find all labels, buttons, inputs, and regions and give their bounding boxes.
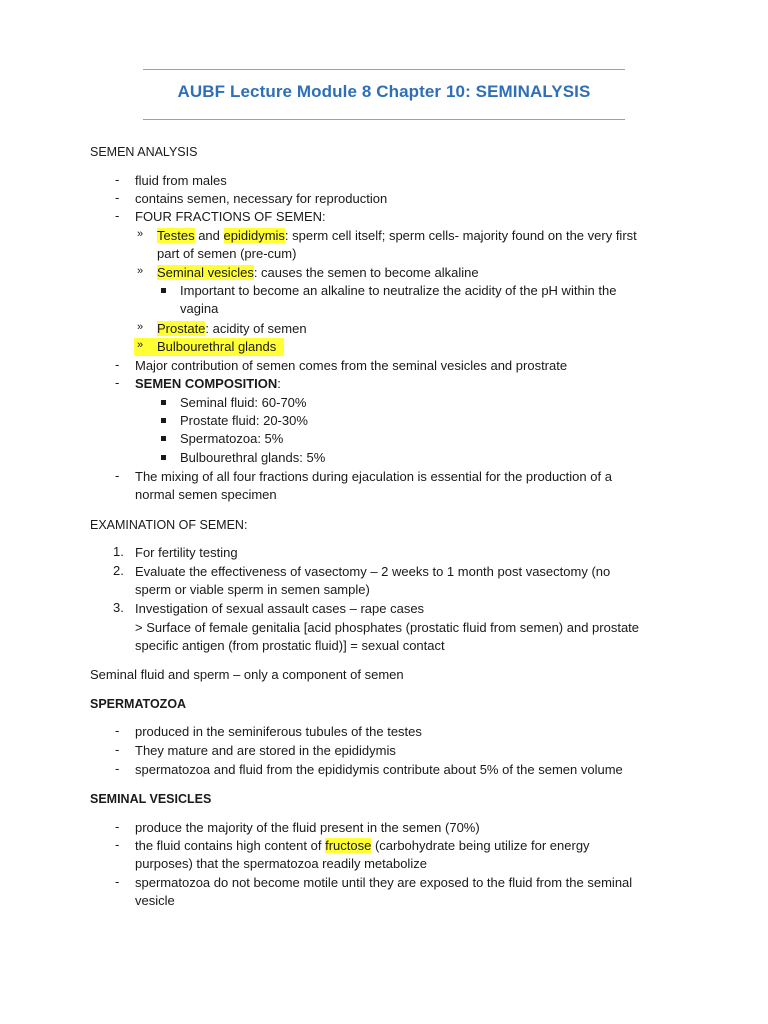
bullet-dash: -	[115, 723, 120, 738]
arrow-bullet-icon: »	[137, 339, 144, 351]
text: :	[277, 376, 281, 391]
sub-bullet-text: Important to become an alkaline to neutralize the acidity of the pH within the	[180, 283, 617, 298]
text: : causes the semen to become alkaline	[253, 265, 479, 280]
bullet-dash: -	[115, 468, 120, 483]
composition-item: Prostate fluid: 20-30%	[180, 413, 308, 428]
bullet-text: produced in the seminiferous tubules of the testes	[135, 724, 422, 739]
section-heading-examination	[90, 516, 247, 534]
bullet-dash: -	[115, 190, 120, 205]
text: : acidity of semen	[205, 321, 307, 336]
square-bullet-icon	[161, 418, 166, 423]
composition-item: Bulbourethral glands: 5%	[180, 450, 326, 465]
bullet-text: spermatozoa and fluid from the epididymis contribute about 5% of the semen volume	[135, 762, 623, 777]
title-top-rule	[143, 69, 625, 70]
fraction-bulbourethral: Bulbourethral glands	[157, 339, 277, 354]
composition-item: Seminal fluid: 60-70%	[180, 395, 307, 410]
bullet-dash: -	[115, 874, 120, 889]
square-bullet-icon	[161, 436, 166, 441]
semen-composition-label	[135, 375, 281, 393]
list-item: For fertility testing	[135, 545, 238, 560]
highlight-fructose: fructose	[325, 838, 372, 853]
arrow-bullet-icon: »	[137, 228, 144, 240]
bold-text: SEMEN COMPOSITION	[135, 376, 278, 391]
bullet-dash: -	[115, 837, 120, 852]
bullet-dash: -	[115, 375, 120, 390]
heading-text: EXAMINATION OF SEMEN	[90, 518, 244, 532]
bullet-text: The mixing of all four fractions during ejaculation is essential for the production of a	[135, 469, 612, 484]
text: :	[243, 518, 248, 532]
text: (carbohydrate being utilize for energy	[371, 838, 590, 853]
bullet-dash: -	[115, 819, 120, 834]
bullet-text: spermatozoa do not become motile until they are exposed to the fluid from the seminal	[135, 875, 633, 890]
section-heading-semen-analysis: SEMEN ANALYSIS	[90, 145, 198, 159]
fraction-testes-continued: part of semen (pre-cum)	[157, 246, 297, 261]
sub-bullet-text-continued: vagina	[180, 301, 219, 316]
arrow-bullet-icon: »	[137, 321, 144, 333]
highlight-seminal-vesicles: Seminal vesicles	[157, 265, 254, 280]
fraction-seminal-vesicles	[157, 264, 479, 282]
arrow-bullet-icon: »	[137, 265, 144, 277]
bullet-text: produce the majority of the fluid present in the semen (70%)	[135, 820, 480, 835]
bullet-dash: -	[115, 357, 120, 372]
bullet-text: contains semen, necessary for reproduction	[135, 191, 388, 206]
title-bottom-rule	[143, 119, 625, 120]
fraction-prostate	[157, 320, 307, 338]
section-heading-seminal-vesicles: SEMINAL VESICLES	[90, 792, 212, 806]
bullet-text-continued: purposes) that the spermatozoa readily metabolize	[135, 856, 427, 871]
square-bullet-icon	[161, 400, 166, 405]
square-bullet-icon	[161, 455, 166, 460]
square-bullet-icon	[161, 288, 166, 293]
highlight-testes: Testes	[157, 228, 195, 243]
text: the fluid contains high content of	[135, 838, 326, 853]
section-heading-spermatozoa: SPERMATOZOA	[90, 697, 187, 711]
list-item: Evaluate the effectiveness of vasectomy – 2 weeks to 1 month post vasectomy (no	[135, 564, 611, 579]
bullet-text: They mature and are stored in the epididymis	[135, 743, 396, 758]
bullet-dash: -	[115, 742, 120, 757]
bullet-text: fluid from males	[135, 173, 227, 188]
list-item: Investigation of sexual assault cases – rape cases	[135, 601, 425, 616]
list-number: 1.	[113, 544, 124, 559]
bullet-text-continued: normal semen specimen	[135, 487, 277, 502]
text: and	[194, 228, 224, 243]
bullet-text	[135, 837, 590, 855]
bullet-text: FOUR FRACTIONS OF SEMEN:	[135, 209, 326, 224]
list-item-continued: sperm or viable sperm in semen sample)	[135, 582, 370, 597]
fraction-testes	[157, 227, 637, 245]
list-number: 2.	[113, 563, 124, 578]
highlight-epididymis: epididymis	[223, 228, 285, 243]
note-paragraph: Seminal fluid and sperm – only a component of semen	[90, 667, 404, 682]
composition-item: Spermatozoa: 5%	[180, 431, 284, 446]
bullet-text-continued: vesicle	[135, 893, 175, 908]
list-item-detail-continued: specific antigen (from prostatic fluid)] = sexual contact	[135, 638, 445, 653]
bullet-dash: -	[115, 761, 120, 776]
list-item-detail: > Surface of female genitalia [acid phosphates (prostatic fluid from semen) and prostate	[135, 620, 640, 635]
text: : sperm cell itself; sperm cells- majority found on the very first	[284, 228, 637, 243]
highlight-prostate: Prostate	[157, 321, 206, 336]
list-number: 3.	[113, 600, 124, 615]
document-title: AUBF Lecture Module 8 Chapter 10: SEMINALYSIS	[177, 82, 591, 101]
bullet-dash: -	[115, 172, 120, 187]
bullet-text: Major contribution of semen comes from the seminal vesicles and prostrate	[135, 358, 568, 373]
bullet-dash: -	[115, 208, 120, 223]
